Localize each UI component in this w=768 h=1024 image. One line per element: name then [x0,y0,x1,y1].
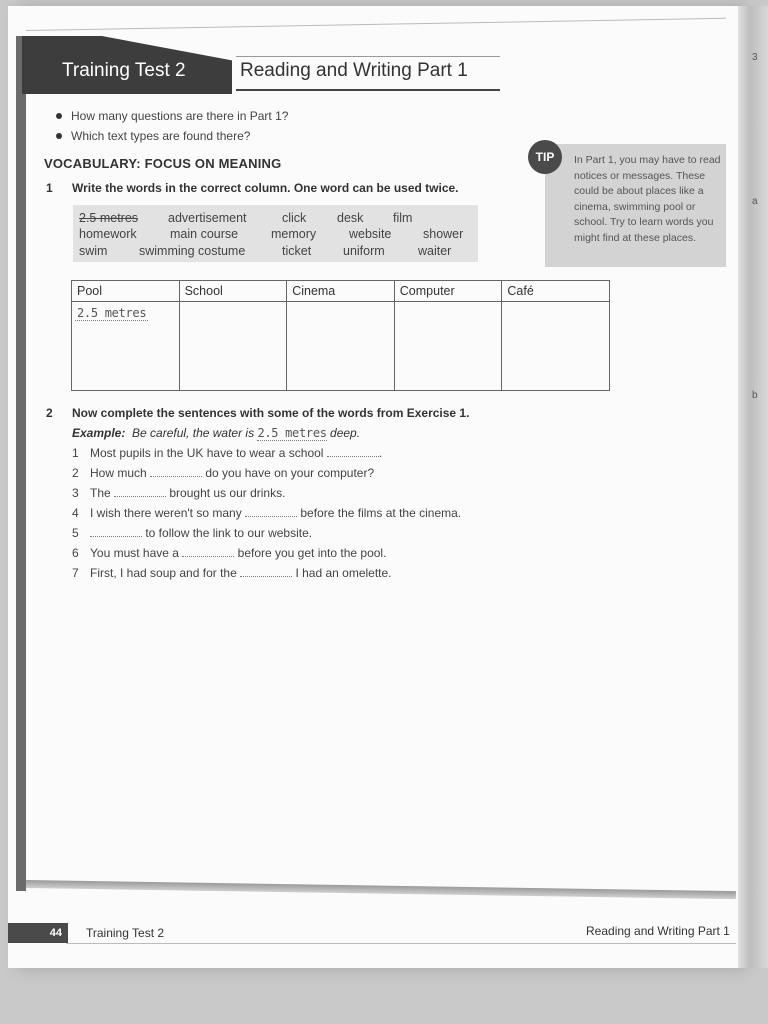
word-item: swimming costume [139,244,246,258]
computer-cell[interactable] [394,302,502,391]
table-row [72,302,610,391]
sentence-item: 3 The brought us our drinks. [72,486,286,500]
intro-question: Which text types are found there? [56,126,288,146]
tip-text: In Part 1, you may have to read notices or messages. These could be about places like a cinema, swimming pool or school. Try to learn words you might find at these places. [574,154,721,244]
column-header-cafe: Café [502,281,610,302]
footer-rule [66,943,736,944]
word-item: swim [79,244,108,258]
bullet-icon [56,133,62,139]
test-label: Training Test 2 [62,60,186,81]
title-underline [236,89,500,91]
word-item: desk [337,211,364,225]
school-cell[interactable] [179,302,287,391]
word-item: uniform [343,244,385,258]
word-item: waiter [418,244,452,258]
column-header-school: School [179,281,287,302]
exercise2-instruction: 2 Now complete the sentences with some of the words from Exercise 1. [46,406,470,420]
column-header-pool: Pool [72,281,180,302]
sentence-item: 6 You must have a before you get into the pool. [72,546,387,560]
column-header-computer: Computer [394,281,502,302]
footer-right-label: Reading and Writing Part 1 [586,924,730,938]
answer-blank[interactable] [114,487,166,497]
bullet-icon [56,113,62,119]
page-spine-bar [16,36,26,891]
word-item: ticket [282,244,312,258]
answer-blank[interactable] [327,447,379,457]
cafe-cell[interactable] [502,302,610,391]
word-item: 2.5 metres [79,211,139,225]
sentence-item: 4 I wish there weren't so many before the films at the cinema. [72,506,462,520]
word-item: homework [79,227,137,241]
word-item: film [393,211,413,225]
sentence-item: 5 to follow the link to our website. [72,526,313,540]
table-header-row [72,281,610,302]
pool-cell[interactable] [72,302,180,391]
footer-left-label: Training Test 2 [86,926,165,940]
sentence-item: 1 Most pupils in the UK have to wear a school . [72,446,383,460]
edge-mark: b [752,390,758,401]
page-number: 44 [8,923,68,943]
answer-blank[interactable] [150,467,202,477]
word-item: website [349,227,392,241]
answer-blank[interactable] [182,547,234,557]
word-item: memory [271,227,317,241]
column-header-cinema: Cinema [287,281,395,302]
answer-blank[interactable] [240,567,292,577]
word-item: main course [170,227,239,241]
edge-mark: a [752,196,758,207]
intro-questions [56,106,288,146]
title-rule-top [236,56,500,57]
word-bank [73,205,478,262]
word-item: advertisement [168,211,247,225]
vocab-heading: VOCABULARY: FOCUS ON MEANING [44,156,282,171]
intro-question: How many questions are there in Part 1? [56,106,288,126]
sentence-item: 7 First, I had soup and for the I had an omelette. [72,566,392,580]
answer-blank[interactable] [90,527,142,537]
word-item: shower [423,227,464,241]
exercise1-instruction: 1 Write the words in the correct column. One word can be used twice. [46,181,459,195]
sentence-item: 2 How much do you have on your computer? [72,466,375,480]
word-item: click [282,211,307,225]
example-sentence: Example: Be careful, the water is 2.5 metres deep. [72,426,361,440]
next-page-edge [738,6,768,968]
tip-badge: TIP [528,140,562,174]
section-title: Reading and Writing Part 1 [240,60,468,81]
answer-blank[interactable] [245,507,297,517]
vocab-column-table [71,280,610,391]
cinema-cell[interactable] [287,302,395,391]
example-entry: 2.5 metres [77,306,147,320]
edge-mark: 3 [752,52,758,63]
example-answer: 2.5 metres [257,426,327,440]
